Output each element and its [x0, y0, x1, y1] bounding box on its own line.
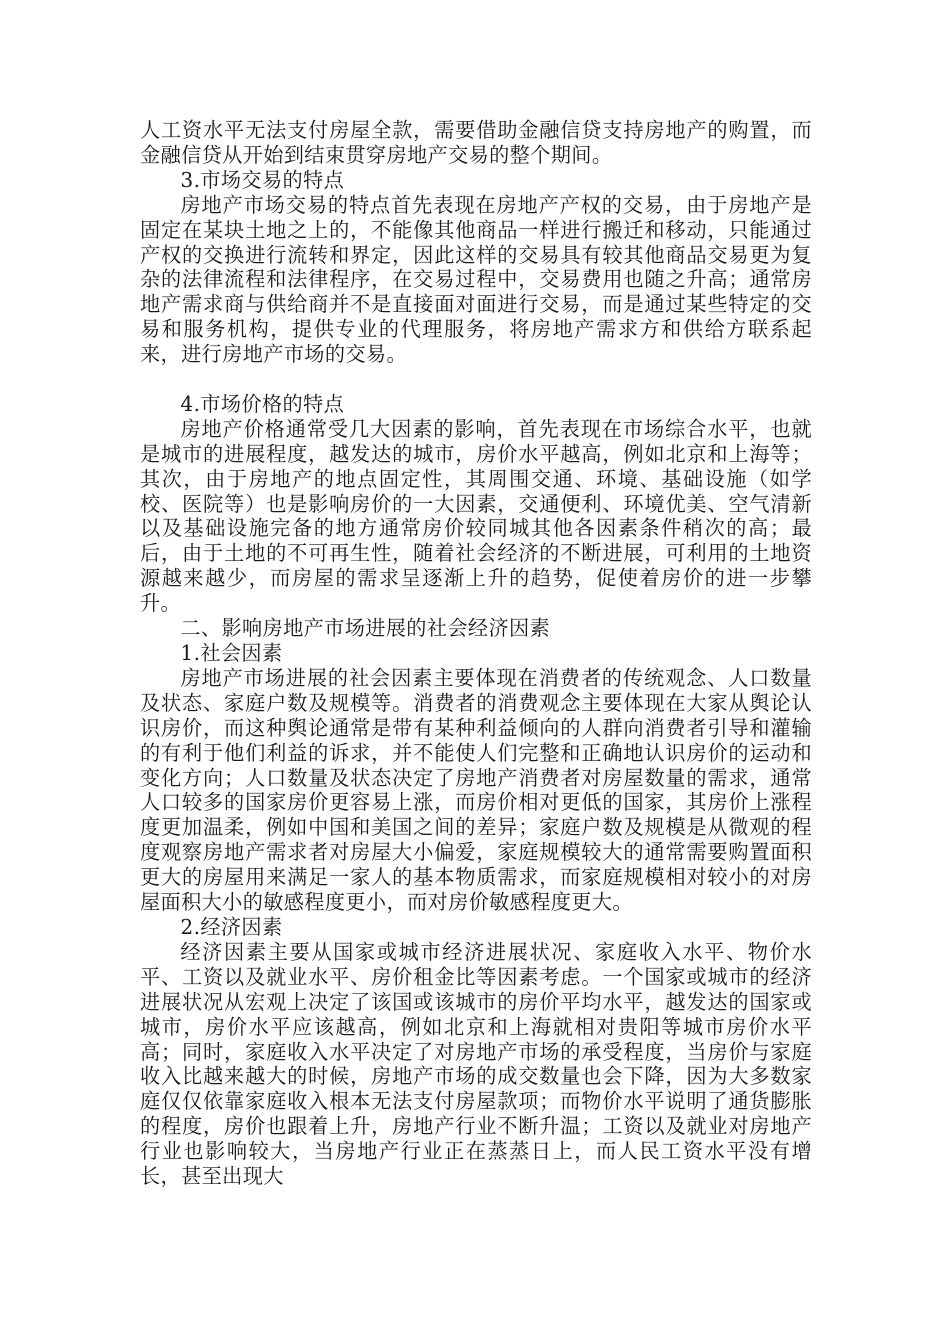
chapter-heading-socioeconomic-factors: 二、影响房地产市场进展的社会经济因素: [180, 616, 551, 641]
section-heading-market-price: 4.市场价格的特点: [180, 391, 345, 416]
paragraph-social-factors: 房地产市场进展的社会因素主要体现在消费者的传统观念、人口数量及状态、家庭户数及规模等。消费者的消费观念主要体现在大家从舆论认识房价，而这种舆论通常是带有某种利益倾向的人群向消费者引导和灌输的有利于他们利益的诉求，并不能使人们完整和正确地认识房价的运动和变化方向；人口数量及状态决定了房地产消费者对房屋数量的需求，通常人口较多的国家房价更容易上涨，而房价相对更低的国家，其房价上涨程度更加温柔，例如中国和美国之间的差异；家庭户数及规模是从微观的程度观察房地产需求者对房屋大小偏爱，家庭规模较大的通常需要购置面积更大的房屋用来满足一家人的基本物质需求，而家庭规模相对较小的对房屋面积大小的敏感程度更小，而对房价敏感程度更大。: [140, 665, 812, 915]
paragraph-market-transaction: 房地产市场交易的特点首先表现在房地产产权的交易，由于房地产是固定在某块土地之上的，不能像其他商品一样进行搬迁和移动，只能通过产权的交换进行流转和界定，因此这样的交易具有较其他商品交易更为复杂的法律流程和法律程序，在交易过程中，交易费用也随之升高；通常房地产需求商与供给商并不是直接面对面进行交易，而是通过某些特定的交易和服务机构，提供专业的代理服务，将房地产需求方和供给方联系起来，进行房地产市场的交易。: [140, 192, 812, 367]
document-body: [140, 118, 812, 1189]
section-heading-social-factors: 1.社会因素: [180, 641, 283, 666]
section-heading-economic-factors: 2.经济因素: [180, 914, 283, 939]
section-heading-market-transaction: 3.市场交易的特点: [180, 167, 345, 192]
blank-line: [140, 367, 812, 392]
paragraph-economic-factors: 经济因素主要从国家或城市经济进展状况、家庭收入水平、物价水平、工资以及就业水平、房价租金比等因素考虑。一个国家或城市的经济进展状况从宏观上决定了该国或该城市的房价平均水平，越发达的国家或城市，房价水平应该越高，例如北京和上海就相对贵阳等城市房价水平高；同时，家庭收入水平决定了对房地产市场的承受程度，当房价与家庭收入比越来越大的时候，房地产市场的成交数量也会下降，因为大多数家庭仅仅依靠家庭收入根本无法支付房屋款项；而物价水平说明了通货膨胀的程度，房价也跟着上升，房地产行业不断升温；工资以及就业对房地产行业也影响较大，当房地产行业正在蒸蒸日上，而人民工资水平没有增长，甚至出现大: [140, 939, 812, 1189]
paragraph-market-price: 房地产价格通常受几大因素的影响，首先表现在市场综合水平，也就是城市的进展程度，越发达的城市，房价水平越高，例如北京和上海等；其次，由于房地产的地点固定性，其周围交通、环境、基础设施（如学校、医院等）也是影响房价的一大因素，交通便利、环境优美、空气清新以及基础设施完备的地方通常房价较同城其他各因素条件稍次的高；最后，由于土地的不可再生性，随着社会经济的不断进展，可利用的土地资源越来越少，而房屋的需求呈逐渐上升的趋势，促使着房价的进一步攀升。: [140, 416, 812, 616]
paragraph-continuation: 人工资水平无法支付房屋全款，需要借助金融信贷支持房地产的购置，而金融信贷从开始到结束贯穿房地产交易的整个期间。: [140, 118, 812, 167]
